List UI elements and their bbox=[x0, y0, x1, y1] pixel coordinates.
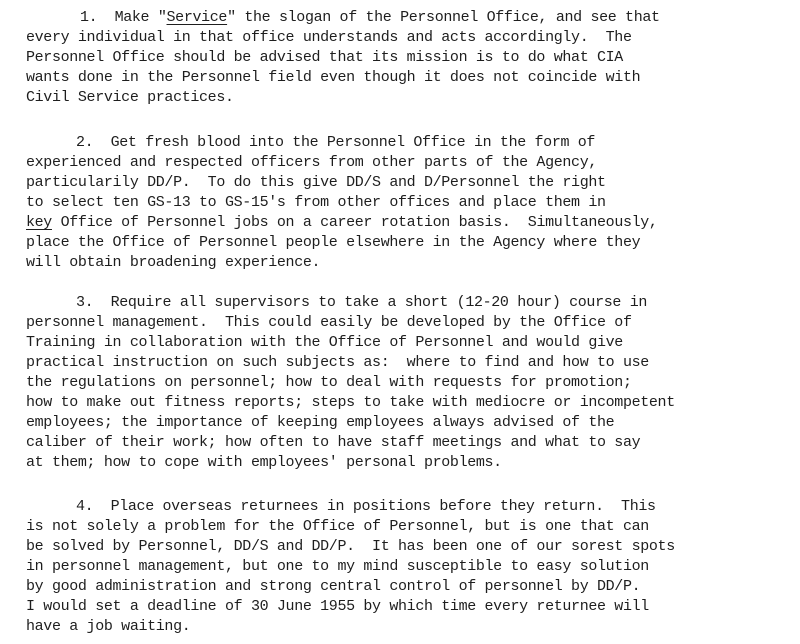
paragraph-line bbox=[26, 393, 675, 413]
line-segment: place the Office of Personnel people elsewhere in the Agency where they bbox=[26, 234, 641, 251]
paragraph-line bbox=[26, 537, 675, 557]
paragraph-line bbox=[26, 88, 234, 108]
line-segment: how to make out fitness reports; steps to take with mediocre or incompetent bbox=[26, 394, 675, 411]
paragraph-line bbox=[26, 193, 606, 213]
line-segment: caliber of their work; how often to have staff meetings and what to say bbox=[26, 434, 641, 451]
paragraph-line bbox=[80, 8, 660, 28]
underlined-word: key bbox=[26, 214, 52, 231]
paragraph-line bbox=[26, 28, 632, 48]
line-segment: have a job waiting. bbox=[26, 618, 191, 635]
paragraph-line bbox=[26, 557, 649, 577]
paragraph-line bbox=[76, 497, 656, 517]
paragraph-line bbox=[26, 153, 597, 173]
paragraph-line bbox=[26, 597, 649, 617]
line-segment: by good administration and strong central control of personnel by DD/P. bbox=[26, 578, 641, 595]
paragraph-line bbox=[26, 253, 320, 273]
line-segment: I would set a deadline of 30 June 1955 by which time every returnee will bbox=[26, 598, 649, 615]
paragraph-line bbox=[76, 293, 647, 313]
line-segment: be solved by Personnel, DD/S and DD/P. It has been one of our sorest spots bbox=[26, 538, 675, 555]
paragraph-line bbox=[26, 617, 190, 637]
paragraph-line bbox=[26, 433, 640, 453]
paragraph-line bbox=[26, 313, 632, 333]
line-segment: the regulations on personnel; how to deal with requests for promotion; bbox=[26, 374, 632, 391]
line-segment: is not solely a problem for the Office of Personnel, but is one that can bbox=[26, 518, 649, 535]
underlined-word: Service bbox=[166, 9, 228, 26]
line-segment: particularily DD/P. To do this give DD/S and D/Personnel the right bbox=[26, 174, 606, 191]
paragraph-line bbox=[26, 453, 502, 473]
line-segment: Training in collaboration with the Office of Personnel and would give bbox=[26, 334, 623, 351]
line-segment: 2. Get fresh blood into the Personnel Office in the form of bbox=[76, 134, 596, 151]
paragraph-line bbox=[76, 133, 595, 153]
line-segment: to select ten GS-13 to GS-15's from other offices and place them in bbox=[26, 194, 606, 211]
line-segment: at them; how to cope with employees' personal problems. bbox=[26, 454, 502, 471]
line-segment: employees; the importance of keeping employees always advised of the bbox=[26, 414, 615, 431]
line-segment: Office of Personnel jobs on a career rotation basis. Simultaneously, bbox=[51, 214, 658, 231]
line-segment: Civil Service practices. bbox=[26, 89, 234, 106]
paragraph-line bbox=[26, 48, 623, 68]
line-segment: will obtain broadening experience. bbox=[26, 254, 321, 271]
line-segment: Personnel Office should be advised that its mission is to do what CIA bbox=[26, 49, 623, 66]
paragraph-line bbox=[26, 333, 623, 353]
line-segment: 3. Require all supervisors to take a short (12-20 hour) course in bbox=[76, 294, 647, 311]
line-segment: every individual in that office understands and acts accordingly. The bbox=[26, 29, 632, 46]
line-segment: experienced and respected officers from other parts of the Agency, bbox=[26, 154, 597, 171]
paragraph-line bbox=[26, 233, 640, 253]
paragraph-line bbox=[26, 517, 649, 537]
line-segment: 4. Place overseas returnees in positions before they return. This bbox=[76, 498, 656, 515]
paragraph-line bbox=[26, 353, 649, 373]
paragraph-line bbox=[26, 68, 640, 88]
line-segment: practical instruction on such subjects as: where to find and how to use bbox=[26, 354, 649, 371]
line-segment: personnel management. This could easily be developed by the Office of bbox=[26, 314, 632, 331]
line-segment: in personnel management, but one to my mind susceptible to easy solution bbox=[26, 558, 649, 575]
paragraph-line bbox=[26, 173, 606, 193]
paragraph-line bbox=[26, 213, 658, 233]
paragraph-line bbox=[26, 413, 614, 433]
line-segment: wants done in the Personnel field even though it does not coincide with bbox=[26, 69, 641, 86]
line-segment: 1. Make " bbox=[80, 9, 167, 26]
paragraph-line bbox=[26, 577, 640, 597]
line-segment: " the slogan of the Personnel Office, and see that bbox=[227, 9, 660, 26]
paragraph-line bbox=[26, 373, 632, 393]
